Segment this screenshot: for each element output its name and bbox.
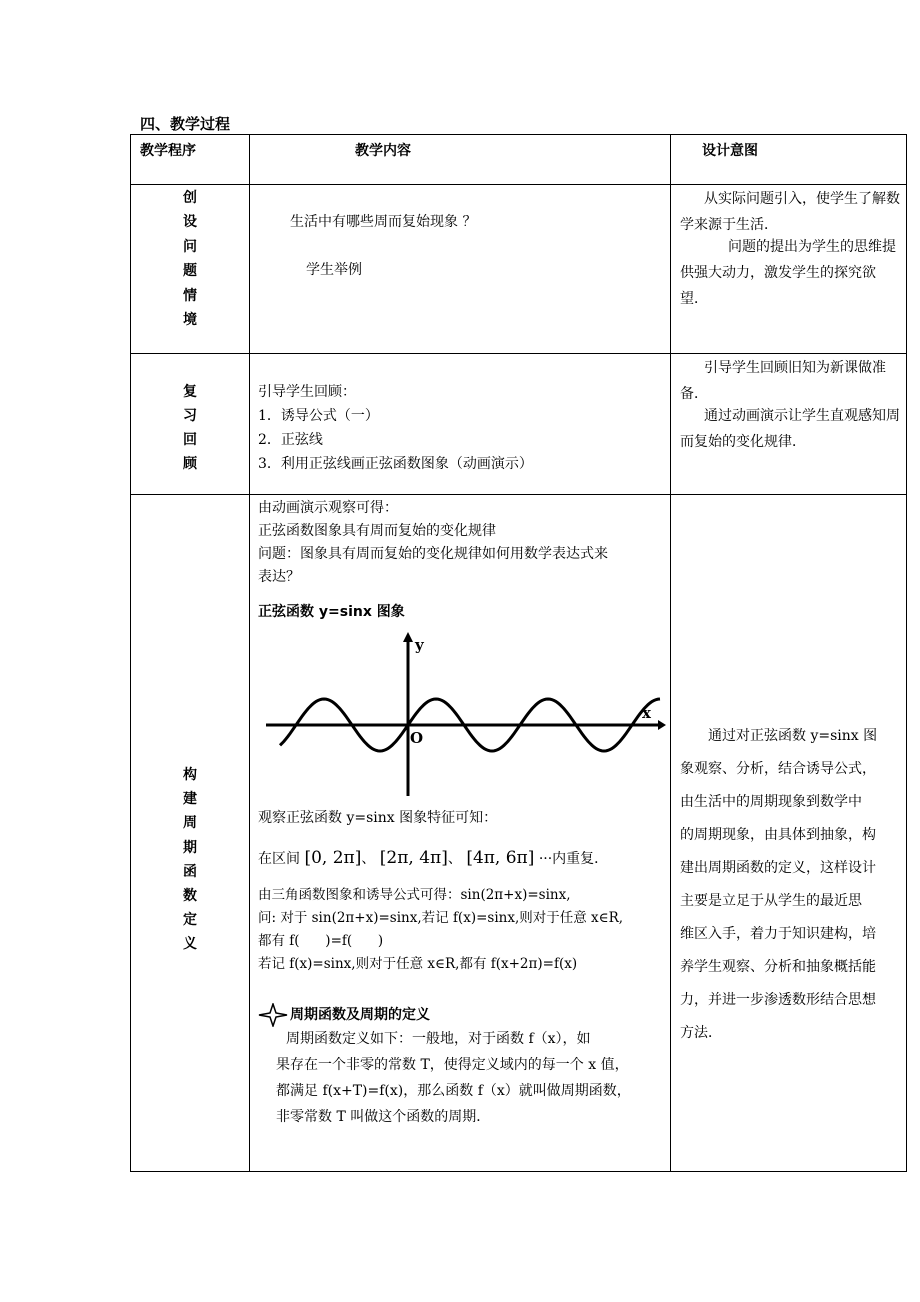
- row2-item-2: 2．正弦线: [258, 432, 323, 448]
- sine-graph: [258, 628, 668, 800]
- conclude-text: 若记 f(x)=sinx,则对于任意 x∈R,都有 f(x+2π)=f(x): [258, 956, 578, 972]
- question-line-2: 表达？: [258, 569, 300, 585]
- definition-line-2: 果存在一个非零的常数 T，使得定义域内的每一个 x 值，: [276, 1057, 629, 1073]
- row1-question: 生活中有哪些周而复始现象 ？: [290, 214, 477, 230]
- header-bottom-border: [130, 184, 907, 185]
- section-title: 四、教学过程: [140, 115, 231, 133]
- observe-text: 由动画演示观察可得：: [258, 500, 398, 516]
- feature-text: 观察正弦函数 y=sinx 图象特征可知：: [258, 810, 498, 826]
- header-procedure: 教学程序: [140, 143, 196, 159]
- induction-text: 由三角函数图象和诱导公式可得：sin(2π+x)=sinx,: [258, 887, 571, 903]
- table-top-border: [130, 134, 907, 135]
- row2-item-3: 3．利用正弦线画正弦函数图象（动画演示）: [258, 456, 533, 472]
- have-text: 都有 f( )=f( ): [258, 933, 384, 949]
- row2-intent-1: 引导学生回顾旧知为新课做准备．: [680, 360, 886, 402]
- table-bottom-border: [130, 1171, 907, 1172]
- definition-line-3: 都满足 f(x+T)=f(x)，那么函数 f（x）就叫做周期函数，: [276, 1083, 631, 1099]
- interval-3: [4π, 6π]: [466, 848, 535, 868]
- row3-stage-label: 构 建 周 期 函 数 定 义: [183, 767, 197, 953]
- table-right-border: [906, 134, 907, 1172]
- row1-intent-1: 从实际问题引入，使学生了解数学来源于生活．: [680, 191, 900, 233]
- interval-2: [2π, 4π]: [379, 848, 448, 868]
- table-left-border: [130, 134, 131, 1172]
- ask-text: 问: 对于 sin(2π+x)=sinx,若记 f(x)=sinx,则对于任意 x∈R,: [258, 910, 624, 926]
- row1-bottom-border: [130, 353, 907, 354]
- x-axis-label: x: [642, 704, 651, 722]
- row2-intent-2: 通过动画演示让学生直观感知周而复始的变化规律．: [680, 408, 900, 450]
- row1-intent-2: 问题的提出为学生的思维提供强大动力，激发学生的探究欲望．: [680, 239, 896, 307]
- x-axis-arrow: [658, 720, 666, 730]
- row3-intent: 通过对正弦函数 y=sinx 图 象观察、分析，结合诱导公式， 由生活中的周期现象到数学中 的周期现象，由具体到抽象，构 建出周期函数的定义，这样设计 主要是立足于从学生的最近思 维区入手，着力于知识建构，培 养学生观察、分析和抽象概括能 力，并进一步渗透数形结合思想 方法．: [680, 728, 878, 1041]
- row2-recall-intro: 引导学生回顾：: [258, 384, 356, 400]
- origin-label: O: [410, 729, 424, 747]
- header-content: 教学内容: [355, 143, 411, 159]
- rule-text: 正弦函数图象具有周而复始的变化规律: [258, 523, 496, 539]
- definition-line-4: 非零常数 T 叫做这个函数的周期．: [276, 1109, 491, 1125]
- row1-stage-label: 创 设 问 题 情 境: [183, 190, 197, 329]
- star-icon: [258, 1003, 288, 1027]
- header-intent: 设计意图: [702, 143, 758, 159]
- row1-students-examples: 学生举例: [306, 262, 362, 278]
- row2-stage-label: 复 习 回 顾: [183, 384, 197, 472]
- question-line-1: 问题：图象具有周而复始的变化规律如何用数学表达式来: [258, 546, 608, 562]
- y-axis-label: y: [415, 636, 424, 654]
- interval-line: 在区间 [0, 2π]、 [2π, 4π]、 [4π, 6π] ···内重复．: [258, 848, 609, 868]
- definition-title: 周期函数及周期的定义: [290, 1007, 430, 1023]
- y-axis-arrow: [403, 632, 413, 642]
- graph-title: 正弦函数 y=sinx 图象: [258, 604, 405, 620]
- row2-item-1: 1．诱导公式（一）: [258, 408, 379, 424]
- definition-line-1: 周期函数定义如下：一般地，对于函数 f（x），如: [286, 1031, 591, 1047]
- interval-1: [0, 2π]: [304, 848, 362, 868]
- col1-divider: [249, 134, 250, 1172]
- col2-divider: [670, 134, 671, 1172]
- row2-bottom-border: [130, 494, 907, 495]
